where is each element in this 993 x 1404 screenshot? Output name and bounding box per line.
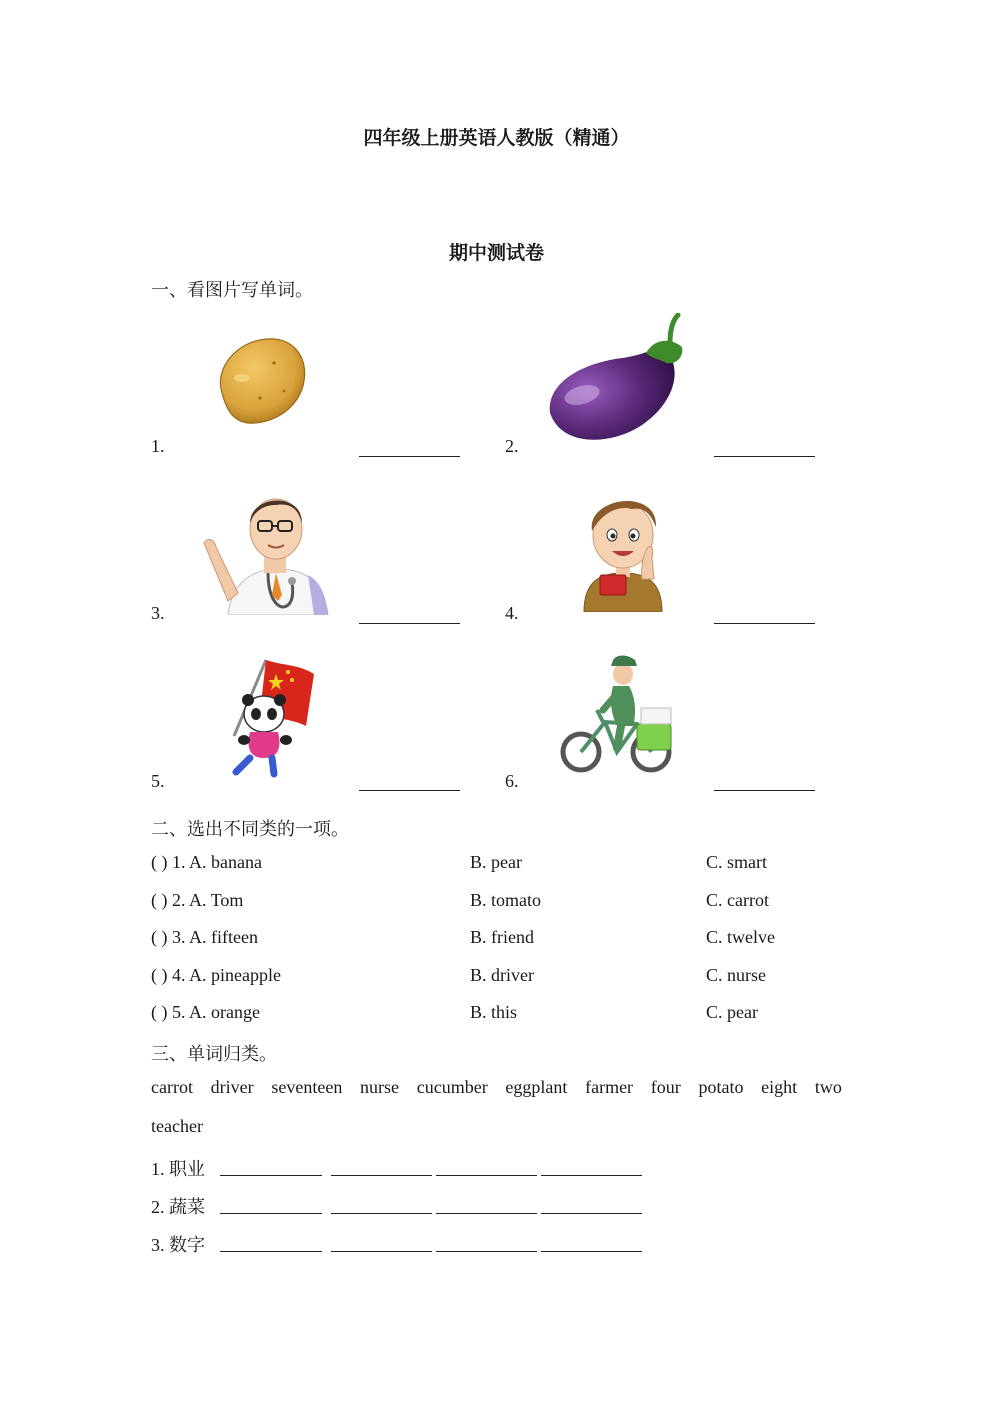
question-stem: ( ) 4. A. pineapple	[151, 965, 281, 985]
eggplant-icon	[542, 313, 690, 451]
word: cucumber	[416, 1077, 488, 1097]
answer-blank[interactable]	[541, 1175, 642, 1176]
potato-icon	[212, 333, 310, 428]
option-c: C. twelve	[706, 927, 775, 947]
section2-heading: 二、选出不同类的一项。	[151, 819, 349, 839]
word: eight	[761, 1077, 798, 1097]
item-number: 1.	[151, 436, 165, 456]
answer-blank[interactable]	[220, 1175, 322, 1176]
word: carrot	[151, 1077, 193, 1097]
answer-blank[interactable]	[541, 1251, 642, 1252]
answer-blank[interactable]	[359, 456, 460, 457]
word: nurse	[360, 1077, 400, 1097]
word: two	[814, 1077, 842, 1097]
answer-blank[interactable]	[331, 1213, 432, 1214]
option-c: C. carrot	[706, 890, 769, 910]
item-number: 4.	[505, 603, 519, 623]
option-c: C. nurse	[706, 965, 766, 985]
answer-blank[interactable]	[541, 1213, 642, 1214]
category-label: 3. 数字	[151, 1235, 205, 1255]
word: teacher	[151, 1116, 203, 1136]
answer-blank[interactable]	[220, 1213, 322, 1214]
answer-blank[interactable]	[331, 1175, 432, 1176]
answer-blank[interactable]	[436, 1213, 537, 1214]
word: potato	[698, 1077, 744, 1097]
word-bank	[151, 1077, 842, 1098]
word: eggplant	[505, 1077, 568, 1097]
item-number: 5.	[151, 771, 165, 791]
option-b: B. pear	[470, 852, 522, 872]
question-stem: ( ) 2. A. Tom	[151, 890, 244, 910]
category-label: 2. 蔬菜	[151, 1197, 205, 1217]
item-number: 2.	[505, 436, 519, 456]
answer-blank[interactable]	[220, 1251, 322, 1252]
panda-flag-icon	[224, 656, 318, 778]
answer-blank[interactable]	[714, 790, 815, 791]
section3-heading: 三、单词归类。	[151, 1044, 277, 1064]
word: seventeen	[271, 1077, 343, 1097]
item-number: 6.	[505, 771, 519, 791]
doctor-icon	[198, 483, 332, 615]
answer-blank[interactable]	[714, 623, 815, 624]
word: driver	[210, 1077, 254, 1097]
category-label: 1. 职业	[151, 1159, 205, 1179]
option-b: B. driver	[470, 965, 534, 985]
postman-bicycle-icon	[557, 652, 677, 776]
question-stem: ( ) 1. A. banana	[151, 852, 262, 872]
question-stem: ( ) 5. A. orange	[151, 1002, 260, 1022]
answer-blank[interactable]	[359, 623, 460, 624]
answer-blank[interactable]	[331, 1251, 432, 1252]
page-title: 四年级上册英语人教版（精通）	[363, 128, 630, 149]
word: four	[650, 1077, 681, 1097]
word: farmer	[585, 1077, 634, 1097]
option-b: B. friend	[470, 927, 534, 947]
option-b: B. tomato	[470, 890, 541, 910]
item-number: 3.	[151, 603, 165, 623]
option-c: C. pear	[706, 1002, 758, 1022]
student-icon	[578, 487, 668, 612]
option-b: B. this	[470, 1002, 518, 1022]
answer-blank[interactable]	[359, 790, 460, 791]
section1-heading: 一、看图片写单词。	[151, 280, 313, 300]
question-stem: ( ) 3. A. fifteen	[151, 927, 258, 947]
page-subtitle: 期中测试卷	[448, 243, 544, 264]
answer-blank[interactable]	[436, 1251, 537, 1252]
option-c: C. smart	[706, 852, 767, 872]
answer-blank[interactable]	[714, 456, 815, 457]
answer-blank[interactable]	[436, 1175, 537, 1176]
